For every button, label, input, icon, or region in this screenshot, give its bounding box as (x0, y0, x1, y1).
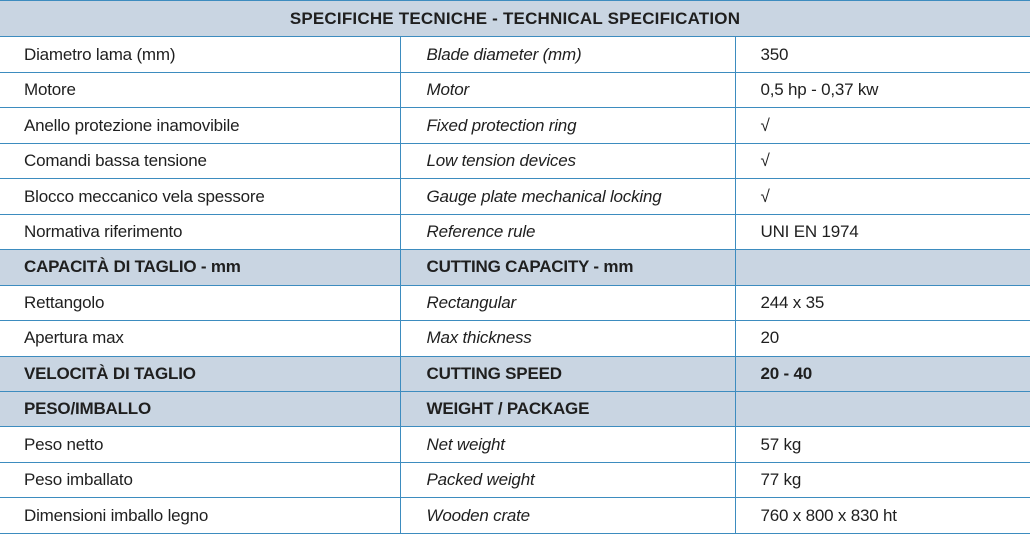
value-cell: 20 - 40 (735, 356, 1030, 391)
italian-label-cell: Motore (0, 72, 400, 107)
table-title: SPECIFICHE TECNICHE - TECHNICAL SPECIFICATION (0, 1, 1030, 37)
english-label-cell: Reference rule (400, 214, 735, 249)
spec-table-body (0, 1, 1030, 534)
english-label-cell: Low tension devices (400, 143, 735, 178)
english-label-cell: Gauge plate mechanical locking (400, 179, 735, 214)
value-cell: 57 kg (735, 427, 1030, 462)
italian-label-cell: Diametro lama (mm) (0, 37, 400, 72)
italian-label-cell: Dimensioni imballo legno (0, 498, 400, 534)
english-label-cell: Max thickness (400, 321, 735, 356)
section-header-row (0, 392, 1030, 427)
table-row (0, 37, 1030, 72)
value-cell: 0,5 hp - 0,37 kw (735, 72, 1030, 107)
italian-label-cell: VELOCITÀ DI TAGLIO (0, 356, 400, 391)
english-label-cell: Net weight (400, 427, 735, 462)
table-row (0, 179, 1030, 214)
table-title-row (0, 1, 1030, 37)
table-row (0, 72, 1030, 107)
value-cell: √ (735, 179, 1030, 214)
value-cell: 77 kg (735, 462, 1030, 497)
english-label-cell: CUTTING CAPACITY - mm (400, 250, 735, 285)
english-label-cell: Fixed protection ring (400, 108, 735, 143)
italian-label-cell: PESO/IMBALLO (0, 392, 400, 427)
english-label-cell: Motor (400, 72, 735, 107)
italian-label-cell: Peso imballato (0, 462, 400, 497)
italian-label-cell: Rettangolo (0, 285, 400, 320)
italian-label-cell: Anello protezione inamovibile (0, 108, 400, 143)
section-header-row (0, 250, 1030, 285)
table-row (0, 108, 1030, 143)
table-row (0, 143, 1030, 178)
value-cell (735, 250, 1030, 285)
table-row (0, 427, 1030, 462)
value-cell: 20 (735, 321, 1030, 356)
value-cell: √ (735, 143, 1030, 178)
value-cell: 350 (735, 37, 1030, 72)
table-row (0, 285, 1030, 320)
italian-label-cell: CAPACITÀ DI TAGLIO - mm (0, 250, 400, 285)
table-row (0, 214, 1030, 249)
english-label-cell: Packed weight (400, 462, 735, 497)
english-label-cell: Wooden crate (400, 498, 735, 534)
table-row (0, 321, 1030, 356)
english-label-cell: Rectangular (400, 285, 735, 320)
english-label-cell: WEIGHT / PACKAGE (400, 392, 735, 427)
italian-label-cell: Apertura max (0, 321, 400, 356)
table-row (0, 498, 1030, 534)
italian-label-cell: Blocco meccanico vela spessore (0, 179, 400, 214)
english-label-cell: CUTTING SPEED (400, 356, 735, 391)
value-cell: UNI EN 1974 (735, 214, 1030, 249)
table-row (0, 462, 1030, 497)
value-cell (735, 392, 1030, 427)
value-cell: √ (735, 108, 1030, 143)
value-cell: 244 x 35 (735, 285, 1030, 320)
italian-label-cell: Normativa riferimento (0, 214, 400, 249)
english-label-cell: Blade diameter (mm) (400, 37, 735, 72)
section-header-row (0, 356, 1030, 391)
italian-label-cell: Comandi bassa tensione (0, 143, 400, 178)
value-cell: 760 x 800 x 830 ht (735, 498, 1030, 534)
italian-label-cell: Peso netto (0, 427, 400, 462)
